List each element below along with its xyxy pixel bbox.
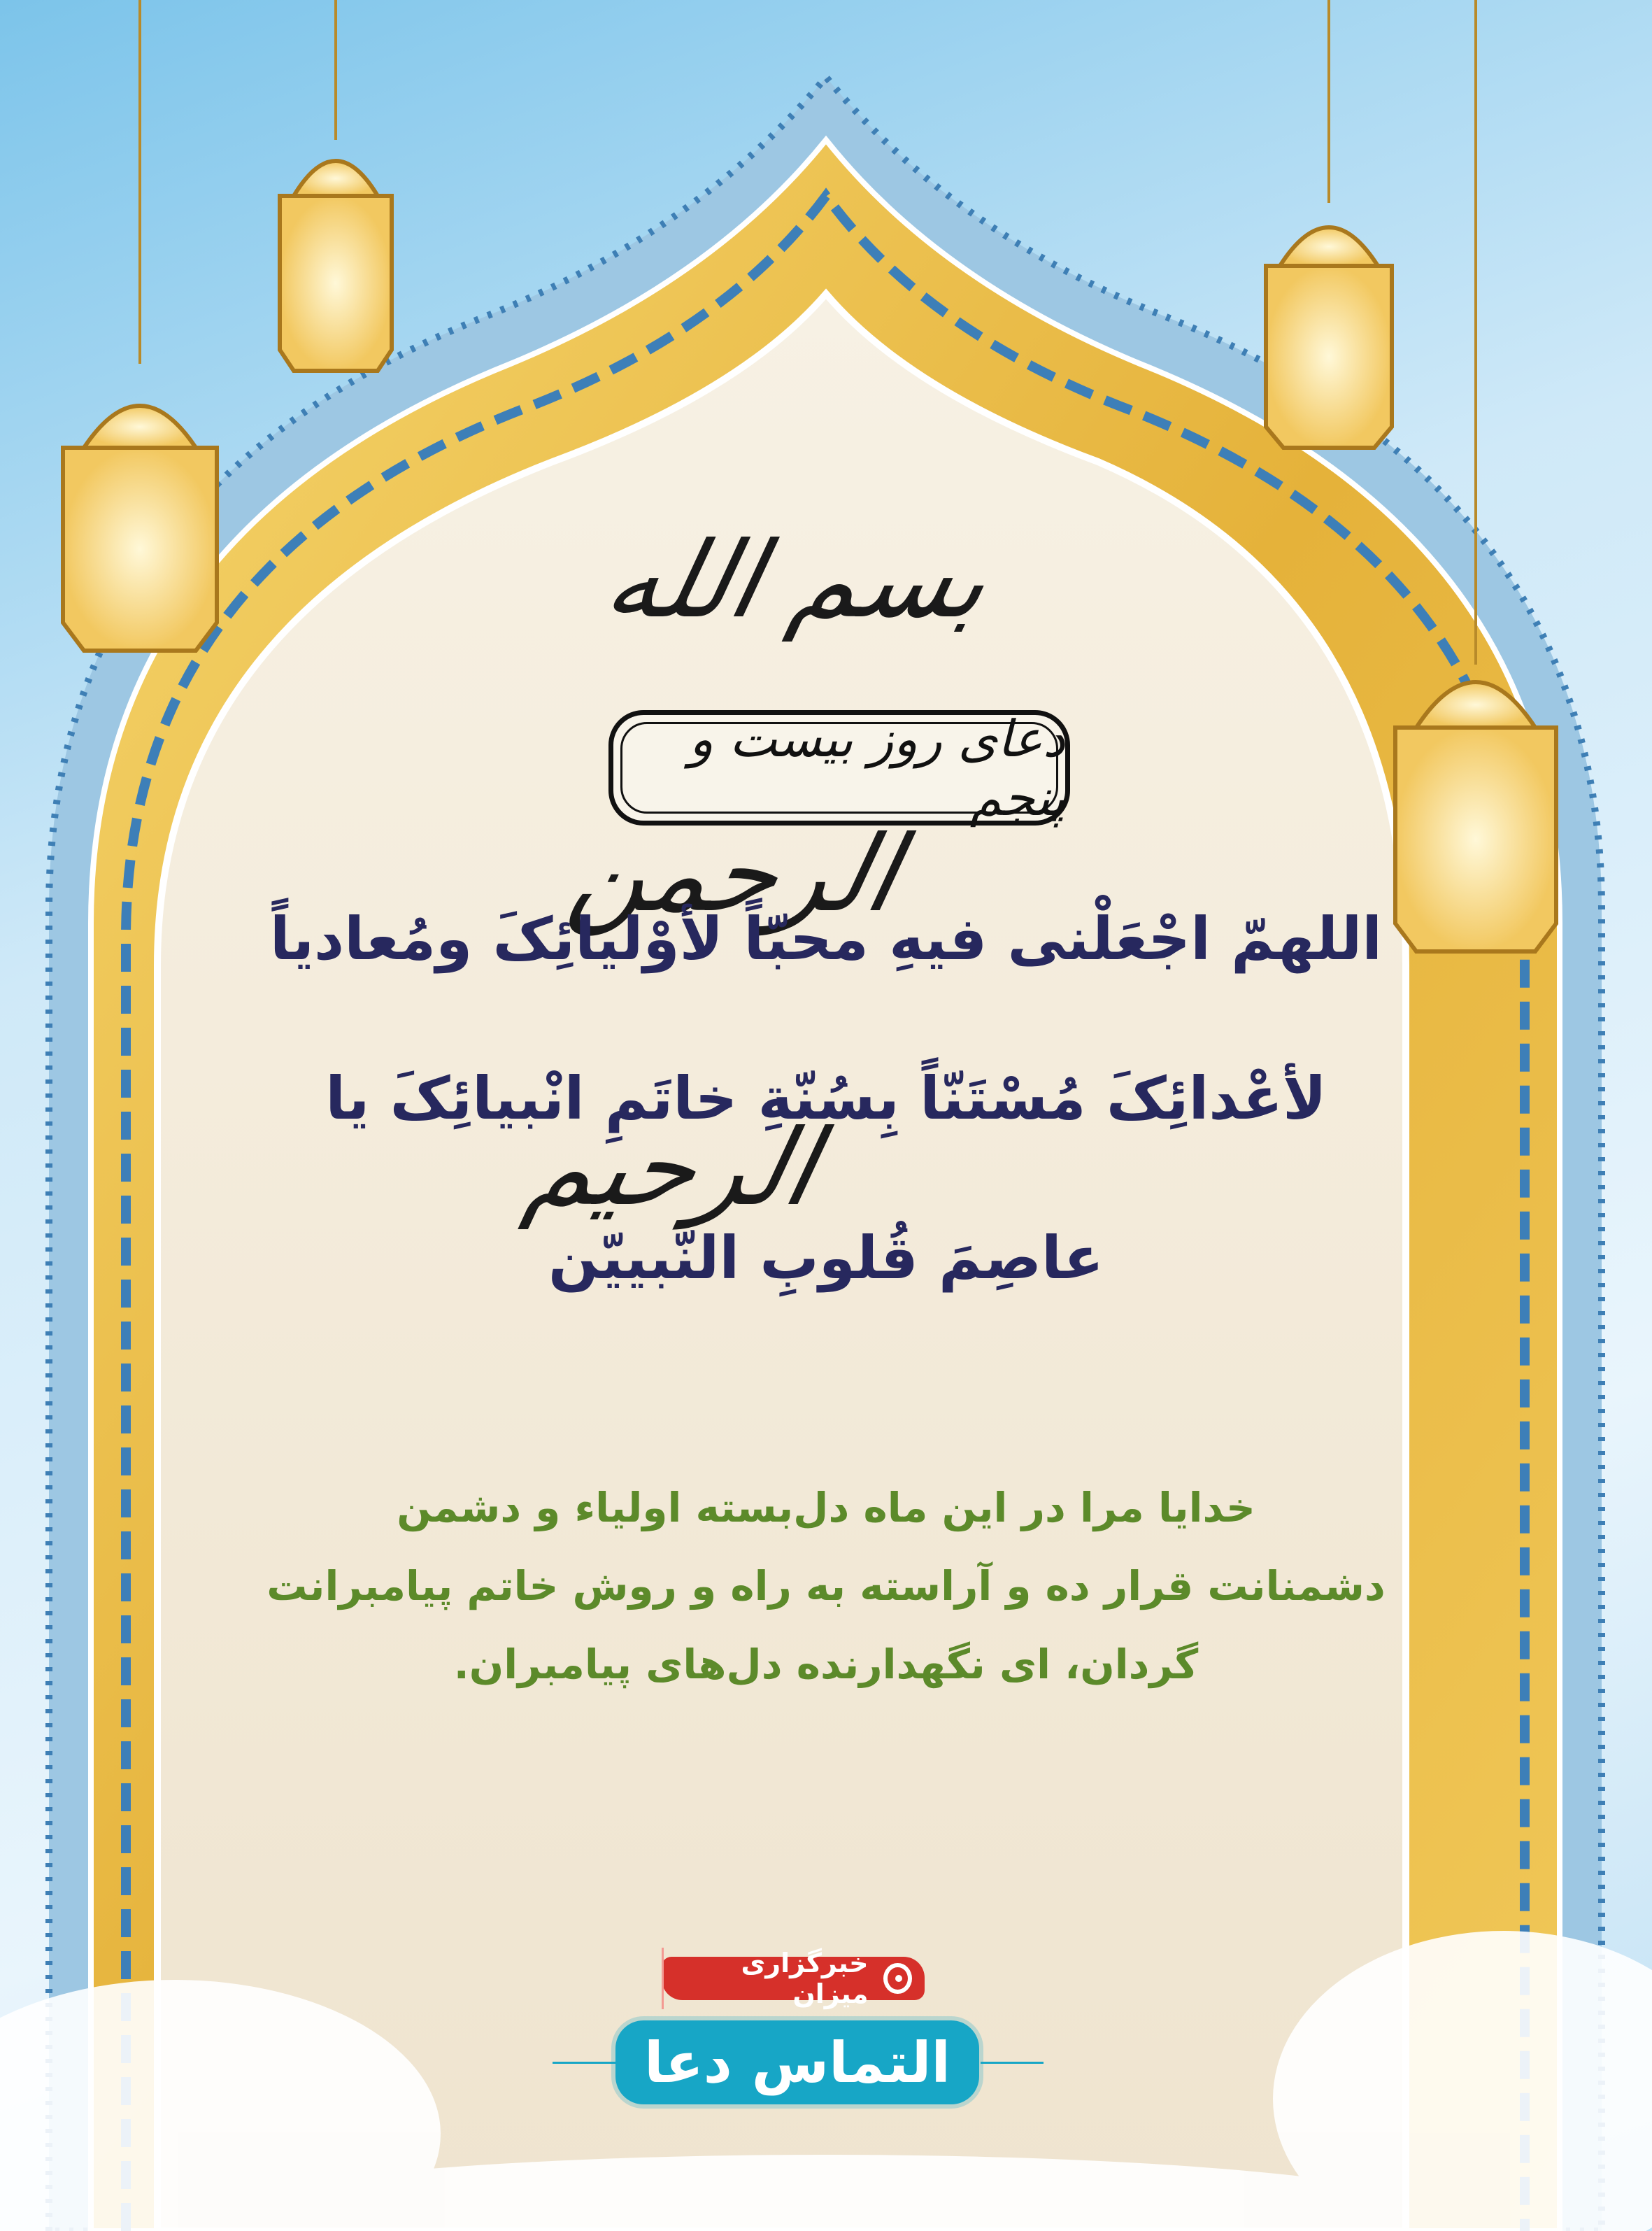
mizan-news-logo [662,1948,925,2009]
logo-text: خبرگزاری میزان [662,1948,883,2009]
closing-badge: التماس دعا [615,2020,979,2104]
persian-line-1: خدایا مرا در این ماه دل‌بسته اولیاء و دشمن [397,1484,1255,1531]
arabic-line-1: اللهمّ اجْعَلْنی فیهِ محبّاً لأوْلیائِکَ ومُعادیاً [269,905,1383,973]
persian-line-2: دشمنانت قرار ده و آراسته به راه و روش خاتم پیامبرانت [266,1562,1386,1610]
divider-right [981,2062,1044,2064]
basmala-calligraphy: بسم الله الرحمن الرحیم [516,520,999,1229]
prayer-title: دعای روز بیست و پنجم [689,709,1065,827]
persian-line-3: گردان، ای نگهدارنده دل‌های پیامبران. [453,1641,1199,1688]
arabic-line-3: عاصِمَ قُلوبِ النّبییّن [548,1224,1104,1292]
divider-left [553,2062,615,2064]
arabic-line-2: لأعْدائِکَ مُسْتَنّاً بِسُنّةِ خاتَمِ انْبیائِکَ یا [325,1064,1327,1133]
mizan-logo-icon [883,1963,912,1994]
title-frame [608,710,1070,826]
